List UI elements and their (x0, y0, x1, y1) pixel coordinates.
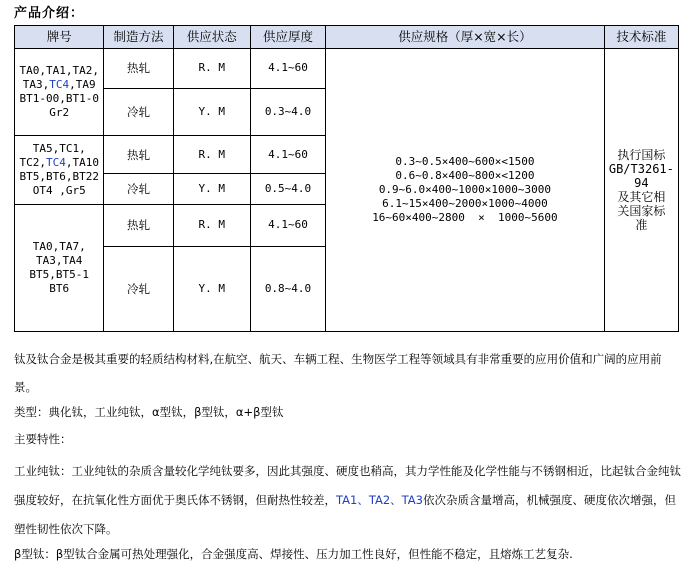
header-method: 制造方法 (104, 26, 173, 49)
spec-line: 0.3~0.5×400~600×<1500 (395, 155, 535, 169)
thickness-cell: 0.5~4.0 (250, 174, 325, 204)
grade-line: OT4 ,Gr5 (32, 183, 86, 197)
spec-line: 0.6~0.8×400~800×<1200 (395, 169, 535, 183)
features-title (14, 429, 684, 449)
table-header-row (15, 26, 679, 49)
standard-line: 及其它相 (617, 190, 666, 205)
beta-titanium-paragraph (14, 544, 684, 564)
standard-line: 关国家标 (617, 204, 666, 219)
grade-line: TA0,TA7, (32, 239, 86, 253)
method-cell: 热轧 (104, 204, 173, 246)
grade-line: TA5,TC1, (32, 141, 86, 155)
grade-line: BT1-00,BT1-0 (19, 92, 99, 106)
method-cell: 热轧 (104, 136, 173, 174)
thickness-cell: 4.1~60 (250, 49, 325, 88)
standard-line: 执行国标 (617, 148, 666, 163)
method-cell: 冷轧 (104, 88, 173, 135)
method-cell: 冷轧 (104, 247, 173, 332)
beta-titanium-text: β型钛：β型钛合金属可热处理强化，合金强度高、焊接性、压力加工性良好，但性能不稳定，且熔炼工艺复杂. (14, 547, 573, 561)
pure-text-a: 工业纯钛：工业纯钛的杂质含量较化学纯钛要多，因此其强度、硬度也稍高，其力学性能及化学性能与不锈钢相近，比起钛合金纯钛强度较好，在抗氧化性方面优于奥氏体不锈钢，但耐热性较差， (14, 464, 681, 507)
grade-cell (15, 49, 104, 136)
standard-line: GB/T3261- (608, 162, 674, 177)
header-grade: 牌号 (15, 26, 104, 49)
pure-grades-highlight: TA1、TA2、TA3 (336, 493, 423, 507)
spec-line: 16~60×400~2800 × 1000~5600 (372, 211, 558, 225)
grade-cell (15, 204, 104, 331)
state-cell: R. M (173, 136, 250, 174)
state-cell: R. M (173, 204, 250, 246)
standard-cell (604, 49, 678, 332)
header-specification: 供应规格（厚×宽×长） (326, 26, 605, 49)
grade-highlight: TC4 (49, 78, 70, 92)
grade-line: BT6 (49, 281, 70, 295)
pure-titanium-paragraph (14, 457, 684, 544)
method-cell: 冷轧 (104, 174, 173, 204)
grade-highlight: TC4 (45, 155, 66, 169)
thickness-cell: 4.1~60 (250, 204, 325, 246)
grade-line: TA0,TA1,TA2, (19, 64, 99, 78)
standard-line: 准 (635, 218, 648, 233)
state-cell: Y. M (173, 88, 250, 135)
pure-text-b: 依次杂质含量增高，机械强度、硬度依次增强，但塑性韧性依次下降。 (14, 493, 676, 536)
state-cell: Y. M (173, 174, 250, 204)
specification-cell (326, 49, 605, 332)
state-cell: Y. M (173, 247, 250, 332)
standard-line: 94 (634, 176, 649, 191)
section-heading: 产品介绍： (14, 6, 85, 21)
specification-table (14, 25, 679, 332)
header-thickness: 供应厚度 (250, 26, 325, 49)
spec-line: 0.9~6.0×400~1000×1000~3000 (378, 183, 551, 197)
thickness-cell: 4.1~60 (250, 136, 325, 174)
thickness-cell: 0.3~4.0 (250, 88, 325, 135)
intro-text: 钛及钛合金是极其重要的轻质结构材料,在航空、航天、车辆工程、生物医学工程等领域具有非常重要的应用价值和广阔的应用前景。 (14, 352, 662, 394)
table-row (15, 49, 679, 88)
pure-titanium-text (14, 457, 684, 544)
grade-line: BT5,BT5-1 (29, 267, 90, 281)
grade-line: TC2,TC4,TA10 (19, 155, 99, 169)
grade-line: Gr2 (49, 106, 70, 120)
grade-cell (15, 136, 104, 205)
grade-line: TA3,TA4 (36, 253, 83, 267)
spec-line: 6.1~15×400~2000×1000~4000 (382, 197, 548, 211)
grade-line: TA3,TC4,TA9 (22, 78, 96, 92)
state-cell: R. M (173, 49, 250, 88)
header-state: 供应状态 (173, 26, 250, 49)
header-standard: 技术标准 (604, 26, 678, 49)
intro-paragraph (14, 345, 684, 401)
types-text: 类型：典化钛，工业纯钛，α型钛，β型钛，α+β型钛 (14, 405, 284, 419)
types-paragraph (14, 402, 684, 422)
thickness-cell: 0.8~4.0 (250, 247, 325, 332)
method-cell: 热轧 (104, 49, 173, 88)
features-title-text: 主要特性： (14, 432, 72, 446)
grade-line: BT5,BT6,BT22 (19, 169, 99, 183)
